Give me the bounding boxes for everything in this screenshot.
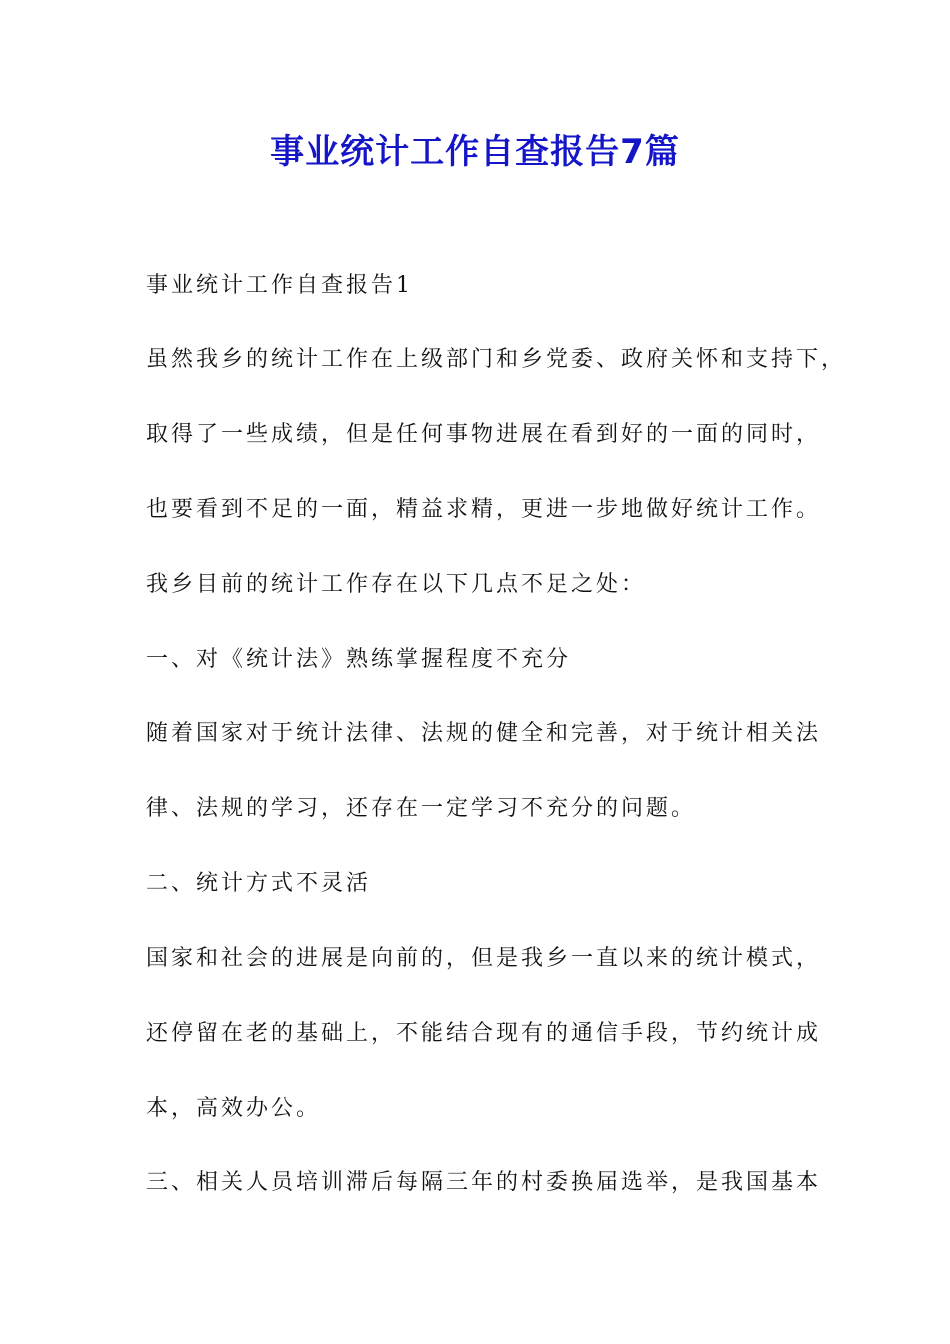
paragraph-line: 本，高效办公。 (146, 1096, 322, 1121)
paragraph-line: 取得了一些成绩，但是任何事物进展在看到好的一面的同时， (146, 422, 822, 447)
paragraph-line: 律、法规的学习，还存在一定学习不充分的问题。 (146, 796, 697, 821)
paragraph-line: 还停留在老的基础上，不能结合现有的通信手段，节约统计成 (146, 1021, 822, 1046)
paragraph-line: 随着国家对于统计法律、法规的健全和完善，对于统计相关法 (146, 721, 822, 746)
section-heading-1: 事业统计工作自查报告1 (146, 273, 413, 298)
paragraph-line: 我乡目前的统计工作存在以下几点不足之处： (146, 572, 647, 597)
subheading-2: 二、统计方式不灵活 (146, 871, 372, 896)
paragraph-line: 国家和社会的进展是向前的，但是我乡一直以来的统计模式， (146, 946, 822, 971)
paragraph-line: 虽然我乡的统计工作在上级部门和乡党委、政府关怀和支持下， (146, 347, 847, 372)
paragraph-line: 也要看到不足的一面，精益求精，更进一步地做好统计工作。 (146, 497, 822, 522)
subheading-3: 三、相关人员培训滞后每隔三年的村委换届选举，是我国基本 (146, 1170, 822, 1195)
document-title: 事业统计工作自查报告7篇 (270, 132, 680, 172)
subheading-1: 一、对《统计法》熟练掌握程度不充分 (146, 647, 572, 672)
